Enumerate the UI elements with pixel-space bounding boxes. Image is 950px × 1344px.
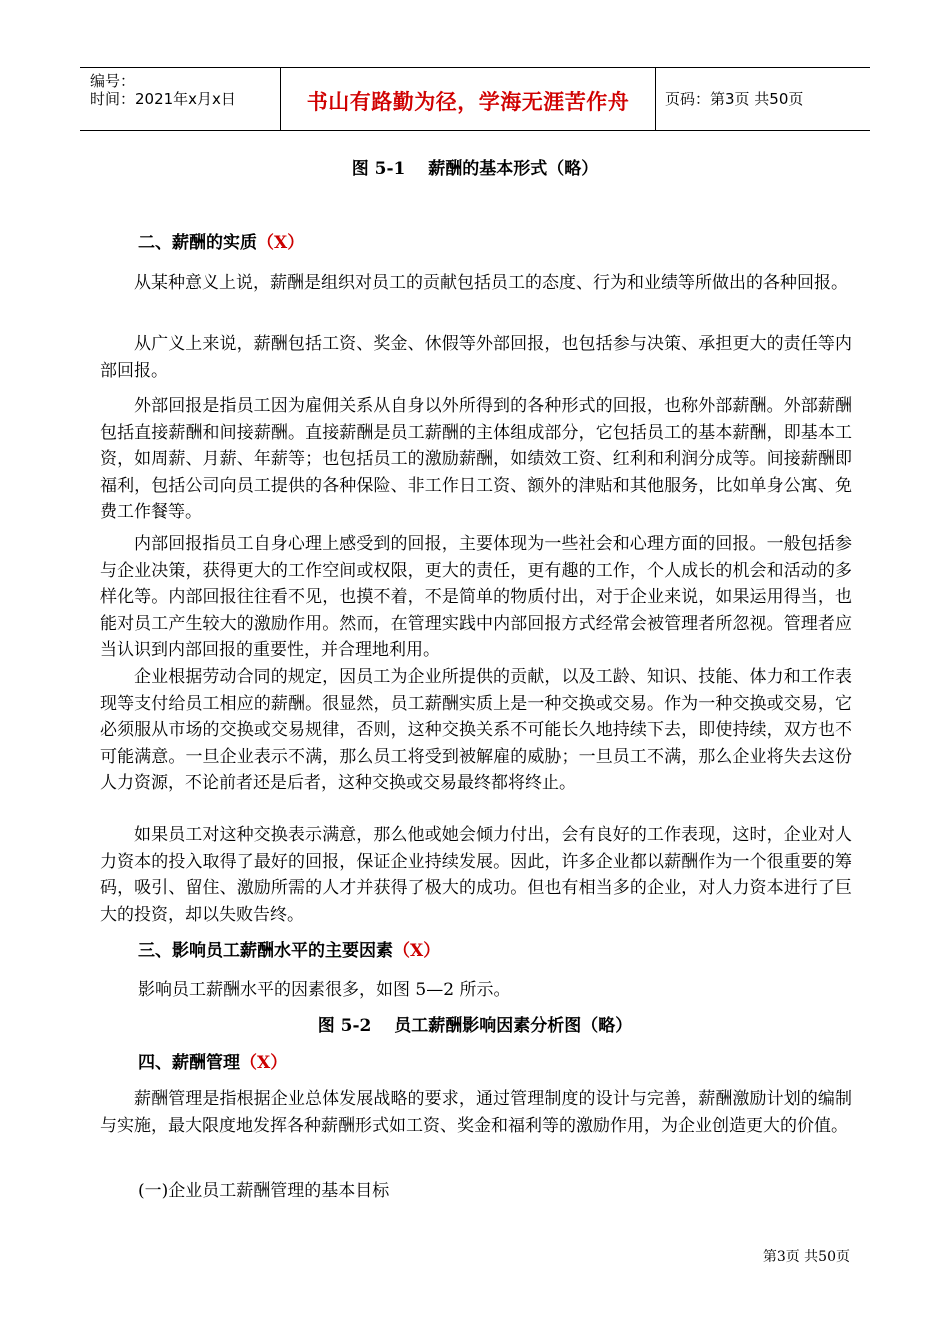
- figure-caption-5-2: 图 5-2 员工薪酬影响因素分析图（略）: [317, 1016, 633, 1036]
- subsection-heading: (一)企业员工薪酬管理的基本目标: [138, 1181, 390, 1201]
- paragraph-1: 从某种意义上说，薪酬是组织对员工的贡献包括员工的态度、行为和业绩等所做出的各种回报。: [134, 273, 848, 293]
- figure-caption-5-1: 图 5-1 薪酬的基本形式（略）: [351, 159, 599, 179]
- paragraph-3: 外部回报是指员工因为雇佣关系从自身以外所得到的各种形式的回报，也称外部薪酬。外部薪酬包括直接薪酬和间接薪酬。直接薪酬是员工薪酬的主体组成部分，它包括员工的基本薪酬，即基本工资，如周薪、月薪、年薪等；也包括员工的激励薪酬，如绩效工资、红利和利润分成等。间接薪酬即福利，包括公司向员工提供的各种保险、非工作日工资、额外的津贴和其他服务，比如单身公寓、免费工作餐等。: [100, 396, 852, 522]
- section-heading-2: [138, 230, 304, 256]
- paragraph-7: 影响员工薪酬水平的因素很多，如图 5—2 所示。: [138, 980, 511, 1000]
- header-left-cell: [80, 68, 280, 130]
- page-info: 页码：第3页 共50页: [665, 90, 804, 108]
- section-title: 二、薪酬的实质: [138, 233, 257, 253]
- section-heading-4: [138, 1050, 287, 1076]
- time-label: 时间：2021年x月x日: [90, 90, 236, 108]
- number-label: 编号：: [90, 72, 136, 90]
- section-marker: （X）: [240, 1053, 288, 1073]
- section-title: 三、影响员工薪酬水平的主要因素: [138, 941, 393, 961]
- section-heading-3: [138, 938, 440, 964]
- section-marker: （X）: [393, 941, 441, 961]
- page-footer: 第3页 共50页: [762, 1249, 850, 1265]
- paragraph-2: 从广义上来说，薪酬包括工资、奖金、休假等外部回报，也包括参与决策、承担更大的责任等内部回报。: [100, 334, 852, 381]
- motto: 书山有路勤为径，学海无涯苦作舟: [306, 90, 630, 114]
- paragraph-4: 内部回报指员工自身心理上感受到的回报，主要体现为一些社会和心理方面的回报。一般包括参与企业决策，获得更大的工作空间或权限，更大的责任，更有趣的工作，个人成长的机会和活动的多样化等。内部回报往往看不见，也摸不着，不是简单的物质付出，对于企业来说，如果运用得当，也能对员工产生较大的激励作用。然而，在管理实践中内部回报方式经常会被管理者所忽视。管理者应当认识到内部回报的重要性，并合理地利用。: [100, 534, 852, 660]
- section-title: 四、薪酬管理: [138, 1053, 240, 1073]
- header-page-cell: [655, 68, 870, 130]
- paragraph-6: 如果员工对这种交换表示满意，那么他或她会倾力付出，会有良好的工作表现，这时，企业对人力资本的投入取得了最好的回报，保证企业持续发展。因此，许多企业都以薪酬作为一个很重要的筹码，吸引、留住、激励所需的人才并获得了极大的成功。但也有相当多的企业，对人力资本进行了巨大的投资，却以失败告终。: [100, 825, 852, 925]
- paragraph-5: 企业根据劳动合同的规定，因员工为企业所提供的贡献，以及工龄、知识、技能、体力和工作表现等支付给员工相应的薪酬。很显然，员工薪酬实质上是一种交换或交易。作为一种交换或交易，它必须服从市场的交换或交易规律，否则，这种交换关系不可能长久地持续下去，即使持续，双方也不可能满意。一旦企业表示不满，那么员工将受到被解雇的威胁；一旦员工不满，那么企业将失去这份人力资源，不论前者还是后者，这种交换或交易最终都将终止。: [100, 667, 852, 793]
- section-marker: （X）: [257, 233, 305, 253]
- header-motto-cell: [280, 68, 656, 130]
- page-header: [80, 67, 870, 131]
- paragraph-8: 薪酬管理是指根据企业总体发展战略的要求，通过管理制度的设计与完善，薪酬激励计划的编制与实施，最大限度地发挥各种薪酬形式如工资、奖金和福利等的激励作用，为企业创造更大的价值。: [100, 1089, 852, 1136]
